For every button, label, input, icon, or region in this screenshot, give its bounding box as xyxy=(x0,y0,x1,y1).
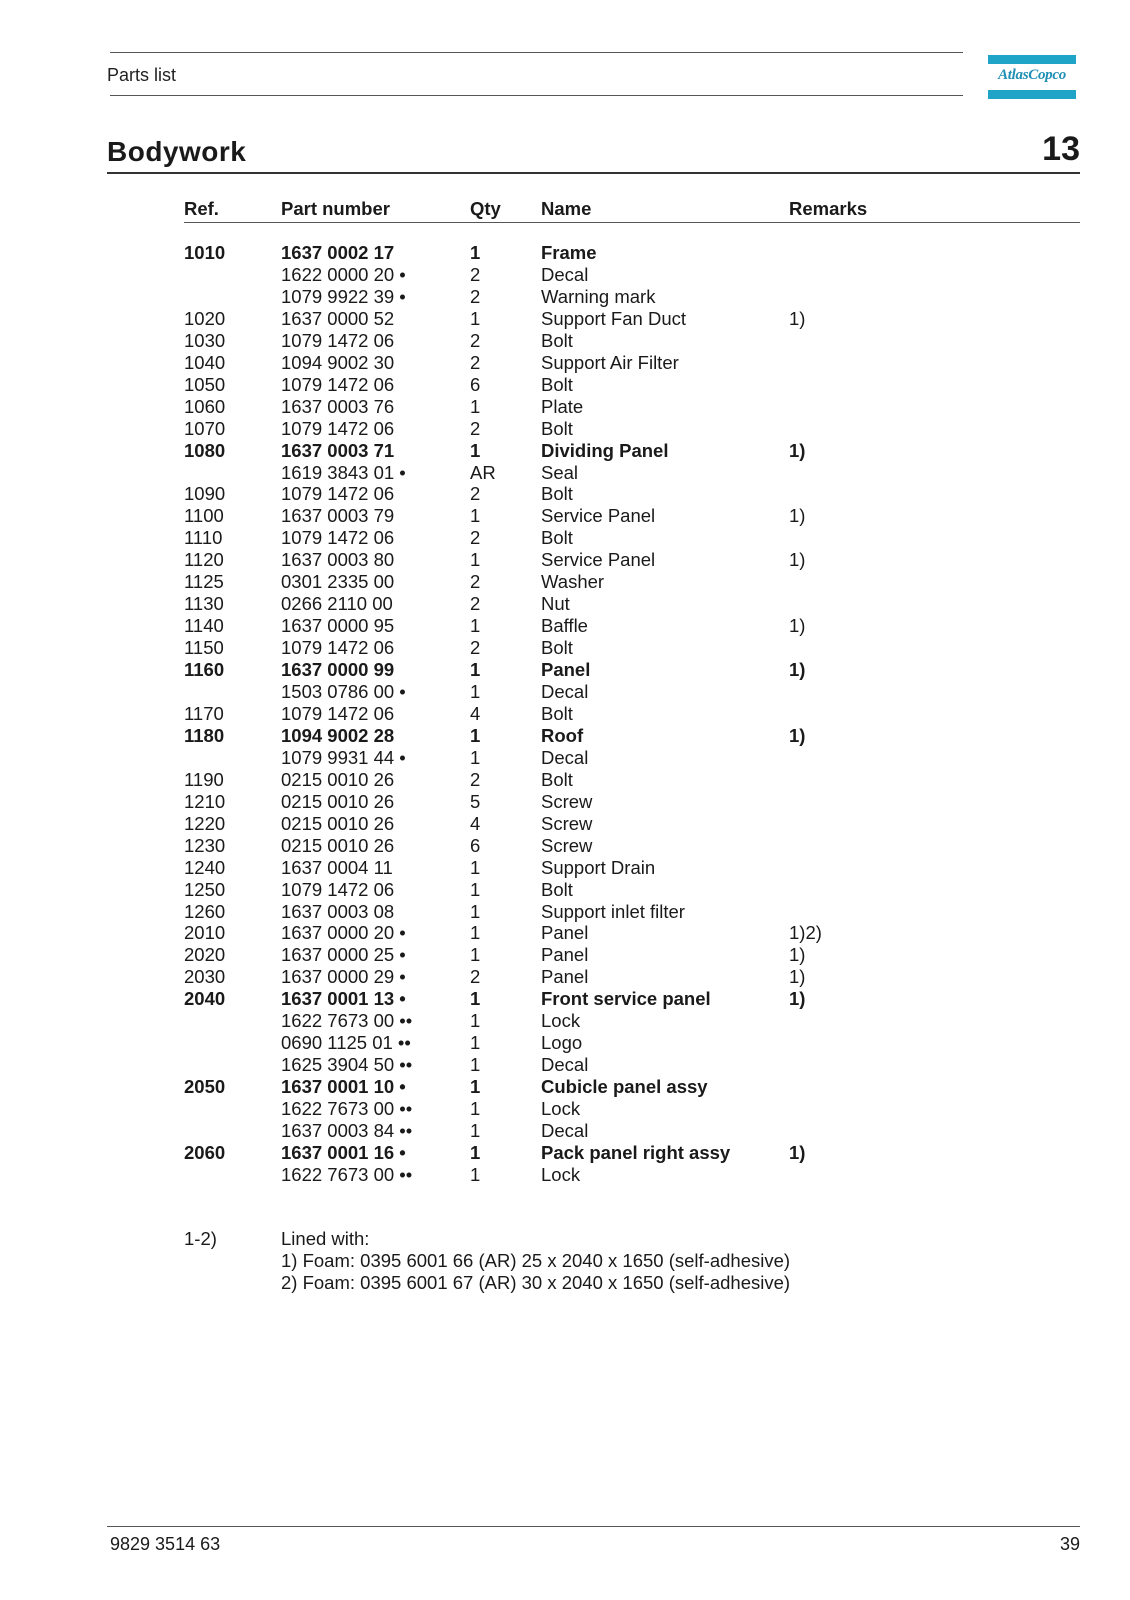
row-ref: 1070 xyxy=(184,417,226,439)
row-name: Screw xyxy=(541,790,593,812)
table-row xyxy=(0,1164,1130,1186)
row-qty: 1 xyxy=(470,746,481,768)
row-name: Bolt xyxy=(541,637,573,659)
row-part-number: 1503 0786 00 • xyxy=(281,681,406,702)
row-part-number: 1637 0001 13 • xyxy=(281,988,406,1010)
row-ref: 1250 xyxy=(184,878,226,900)
row-name: Support Fan Duct xyxy=(541,307,686,329)
table-row xyxy=(0,440,1130,462)
row-name: Bolt xyxy=(541,527,573,549)
row-name: Pack panel right assy xyxy=(541,1141,731,1163)
table-row xyxy=(0,527,1130,549)
row-qty: 2 xyxy=(470,417,481,439)
table-row xyxy=(0,966,1130,988)
row-part-number: 1094 9002 30 xyxy=(281,351,395,373)
table-row xyxy=(0,352,1130,374)
row-name: Bolt xyxy=(541,483,573,505)
row-name: Plate xyxy=(541,395,584,417)
row-part-number: 1637 0000 99 xyxy=(281,659,395,681)
row-ref: 1220 xyxy=(184,812,226,834)
table-row xyxy=(0,835,1130,857)
row-ref: 1040 xyxy=(184,351,226,373)
table-row xyxy=(0,286,1130,308)
row-name: Panel xyxy=(541,966,589,988)
row-name: Roof xyxy=(541,724,584,746)
row-remarks: 1) xyxy=(789,1141,806,1163)
row-part-number: 1625 3904 50 •• xyxy=(281,1054,413,1076)
row-part-number: 0215 0010 26 xyxy=(281,790,395,812)
row-ref: 2040 xyxy=(184,988,226,1010)
col-header-name: Name xyxy=(541,198,592,219)
header-rule-top xyxy=(110,52,963,53)
table-row xyxy=(0,1120,1130,1142)
row-part-number: 1079 1472 06 xyxy=(281,483,395,505)
row-part-number: 1637 0003 84 •• xyxy=(281,1120,413,1141)
row-name: Decal xyxy=(541,746,589,768)
table-row xyxy=(0,264,1130,286)
row-part-number: 1094 9002 28 xyxy=(281,724,395,746)
row-remarks: 1) xyxy=(789,307,806,329)
table-row xyxy=(0,1010,1130,1032)
row-ref: 1150 xyxy=(184,637,224,659)
table-row xyxy=(0,1054,1130,1076)
row-name: Front service panel xyxy=(541,988,711,1010)
row-ref: 1170 xyxy=(184,702,224,724)
row-qty: 4 xyxy=(470,812,481,834)
row-part-number: 1637 0003 71 xyxy=(281,439,395,461)
row-qty: 2 xyxy=(470,637,481,659)
row-name: Nut xyxy=(541,593,570,615)
footnote-lines xyxy=(281,1228,790,1294)
row-part-number: 1637 0003 79 xyxy=(281,505,395,527)
row-qty: 1 xyxy=(470,1098,481,1120)
row-ref: 1060 xyxy=(184,395,226,417)
row-qty: 5 xyxy=(470,790,481,812)
page-number: 39 xyxy=(1059,1534,1080,1554)
row-ref: 1130 xyxy=(184,593,224,615)
row-name: Lock xyxy=(541,1163,581,1185)
row-qty: 2 xyxy=(470,593,481,615)
footnote-ref: 1-2) xyxy=(184,1228,217,1249)
table-row xyxy=(0,747,1130,769)
row-ref: 1030 xyxy=(184,329,226,351)
footnote-line: Lined with: xyxy=(281,1228,370,1249)
row-qty: 6 xyxy=(470,834,481,856)
row-ref: 2050 xyxy=(184,1076,226,1098)
row-qty: AR xyxy=(470,461,496,483)
table-row xyxy=(0,769,1130,791)
table-row xyxy=(0,571,1130,593)
atlas-copco-logo xyxy=(988,55,1076,99)
table-row xyxy=(0,330,1130,352)
row-ref: 1120 xyxy=(184,549,224,571)
row-ref: 1050 xyxy=(184,373,226,395)
row-part-number: 1079 1472 06 xyxy=(281,878,395,900)
row-qty: 1 xyxy=(470,549,481,571)
row-qty: 1 xyxy=(470,856,481,878)
row-remarks: 1) xyxy=(789,615,806,637)
table-row xyxy=(0,374,1130,396)
row-ref: 1020 xyxy=(184,307,226,329)
row-qty: 1 xyxy=(470,307,481,329)
row-part-number: 1637 0003 76 xyxy=(281,395,395,417)
row-qty: 2 xyxy=(470,263,481,285)
row-name: Washer xyxy=(541,571,605,593)
row-part-number: 1637 0003 08 xyxy=(281,900,395,922)
row-part-number: 1637 0000 20 • xyxy=(281,922,406,944)
table-row xyxy=(0,901,1130,923)
row-part-number: 1637 0001 10 • xyxy=(281,1076,406,1098)
table-row xyxy=(0,505,1130,527)
row-part-number: 0690 1125 01 •• xyxy=(281,1032,411,1054)
row-name: Service Panel xyxy=(541,505,656,527)
row-ref: 1100 xyxy=(184,505,224,527)
row-ref: 1010 xyxy=(184,242,226,263)
row-ref: 1110 xyxy=(184,527,223,549)
row-name: Dividing Panel xyxy=(541,439,669,461)
row-qty: 4 xyxy=(470,702,481,724)
row-remarks: 1) xyxy=(789,966,806,988)
table-row xyxy=(0,1076,1130,1098)
row-qty: 1 xyxy=(470,1032,481,1054)
row-name: Support inlet filter xyxy=(541,900,685,922)
row-name: Decal xyxy=(541,1120,589,1141)
row-name: Bolt xyxy=(541,702,573,724)
row-ref: 2030 xyxy=(184,966,226,988)
row-ref: 1180 xyxy=(184,724,225,746)
row-ref: 1230 xyxy=(184,834,226,856)
row-qty: 1 xyxy=(470,681,481,702)
row-part-number: 0215 0010 26 xyxy=(281,812,395,834)
row-part-number: 1637 0003 80 xyxy=(281,549,395,571)
row-part-number: 1637 0002 17 xyxy=(281,242,395,263)
table-row xyxy=(0,681,1130,703)
col-header-ref: Ref. xyxy=(184,198,219,219)
row-name: Panel xyxy=(541,944,589,966)
row-ref: 2060 xyxy=(184,1141,226,1163)
table-row xyxy=(0,791,1130,813)
row-name: Lock xyxy=(541,1098,581,1120)
row-ref: 2020 xyxy=(184,944,226,966)
row-ref: 2010 xyxy=(184,922,226,944)
section-title: Bodywork xyxy=(107,136,247,167)
table-row xyxy=(0,462,1130,484)
row-qty: 1 xyxy=(470,724,481,746)
row-qty: 2 xyxy=(470,768,481,790)
header-rule-bottom xyxy=(110,95,963,96)
row-remarks: 1) xyxy=(789,659,806,681)
row-qty: 1 xyxy=(470,878,481,900)
col-header-part-number: Part number xyxy=(281,198,390,219)
row-name: Logo xyxy=(541,1032,583,1054)
row-part-number: 1079 9931 44 • xyxy=(281,746,406,768)
row-ref: 1125 xyxy=(184,571,224,593)
table-row xyxy=(0,813,1130,835)
row-ref: 1260 xyxy=(184,900,226,922)
row-qty: 1 xyxy=(470,1076,481,1098)
row-part-number: 1079 1472 06 xyxy=(281,329,395,351)
row-qty: 2 xyxy=(470,285,481,307)
row-remarks: 1) xyxy=(789,944,806,966)
row-name: Seal xyxy=(541,461,579,483)
row-qty: 2 xyxy=(470,571,481,593)
row-qty: 1 xyxy=(470,900,481,922)
row-name: Frame xyxy=(541,242,597,263)
row-part-number: 1622 0000 20 • xyxy=(281,263,406,285)
table-row xyxy=(0,242,1130,264)
col-header-remarks: Remarks xyxy=(789,198,868,219)
row-remarks: 1)2) xyxy=(789,922,822,944)
row-qty: 1 xyxy=(470,615,481,637)
table-header-rule xyxy=(184,222,1080,223)
row-qty: 1 xyxy=(470,1054,481,1076)
row-part-number: 1637 0000 25 • xyxy=(281,944,406,966)
logo-band-bottom xyxy=(988,90,1076,99)
table-row xyxy=(0,1032,1130,1054)
row-qty: 1 xyxy=(470,1163,481,1185)
row-name: Decal xyxy=(541,1054,589,1076)
row-name: Bolt xyxy=(541,768,573,790)
table-row xyxy=(0,396,1130,418)
row-name: Screw xyxy=(541,812,593,834)
row-remarks: 1) xyxy=(789,505,806,527)
row-name: Bolt xyxy=(541,329,573,351)
logo-text: AtlasCopco xyxy=(998,67,1066,83)
row-qty: 2 xyxy=(470,966,481,988)
header-label: Parts list xyxy=(107,65,177,85)
row-name: Bolt xyxy=(541,878,573,900)
row-remarks: 1) xyxy=(789,549,806,571)
table-row xyxy=(0,593,1130,615)
row-name: Baffle xyxy=(541,615,588,637)
row-name: Panel xyxy=(541,659,591,681)
table-row xyxy=(0,659,1130,681)
row-part-number: 1079 9922 39 • xyxy=(281,285,406,307)
row-part-number: 1622 7673 00 •• xyxy=(281,1010,413,1032)
row-part-number: 0301 2335 00 xyxy=(281,571,395,593)
row-name: Lock xyxy=(541,1010,581,1032)
row-ref: 1140 xyxy=(184,615,224,637)
row-qty: 2 xyxy=(470,351,481,373)
row-name: Support Drain xyxy=(541,856,656,878)
row-part-number: 1637 0000 29 • xyxy=(281,966,406,988)
table-row xyxy=(0,615,1130,637)
table-row xyxy=(0,637,1130,659)
table-row xyxy=(0,1142,1130,1164)
table-row xyxy=(0,944,1130,966)
row-part-number: 0215 0010 26 xyxy=(281,834,395,856)
row-part-number: 1079 1472 06 xyxy=(281,417,395,439)
row-qty: 6 xyxy=(470,373,481,395)
row-part-number: 1637 0000 52 xyxy=(281,307,395,329)
row-ref: 1080 xyxy=(184,439,226,461)
table-row xyxy=(0,922,1130,944)
row-name: Support Air Filter xyxy=(541,351,679,373)
row-part-number: 1637 0001 16 • xyxy=(281,1141,406,1163)
footnote-line: 2) Foam: 0395 6001 67 (AR) 30 x 2040 x 1650 (self-adhesive) xyxy=(281,1272,791,1293)
row-part-number: 1619 3843 01 • xyxy=(281,461,406,483)
row-part-number: 1622 7673 00 •• xyxy=(281,1163,413,1185)
row-ref: 1160 xyxy=(184,659,225,681)
row-part-number: 1637 0004 11 xyxy=(281,856,393,878)
row-ref: 1190 xyxy=(184,768,224,790)
row-name: Service Panel xyxy=(541,549,656,571)
row-part-number: 1079 1472 06 xyxy=(281,702,395,724)
table-row xyxy=(0,879,1130,901)
row-qty: 2 xyxy=(470,527,481,549)
row-name: Bolt xyxy=(541,373,573,395)
row-name: Warning mark xyxy=(541,285,656,307)
row-part-number: 1637 0000 95 xyxy=(281,615,395,637)
footer-rule xyxy=(107,1526,1080,1527)
row-name: Decal xyxy=(541,263,589,285)
row-ref: 1240 xyxy=(184,856,226,878)
row-part-number: 0215 0010 26 xyxy=(281,768,395,790)
row-name: Cubicle panel assy xyxy=(541,1076,708,1098)
row-qty: 2 xyxy=(470,483,481,505)
row-ref: 1210 xyxy=(184,790,226,812)
row-part-number: 1079 1472 06 xyxy=(281,373,395,395)
row-ref: 1090 xyxy=(184,483,226,505)
row-qty: 1 xyxy=(470,1141,481,1163)
row-remarks: 1) xyxy=(789,988,806,1010)
row-remarks: 1) xyxy=(789,439,806,461)
row-qty: 1 xyxy=(470,1120,481,1141)
table-row xyxy=(0,418,1130,440)
section-rule xyxy=(107,172,1080,174)
table-row xyxy=(0,549,1130,571)
row-qty: 1 xyxy=(470,395,481,417)
row-name: Panel xyxy=(541,922,589,944)
row-part-number: 0266 2110 00 xyxy=(281,593,393,615)
row-remarks: 1) xyxy=(789,724,806,746)
col-header-qty: Qty xyxy=(470,198,501,219)
section-number: 13 xyxy=(1042,130,1080,168)
row-qty: 1 xyxy=(470,988,481,1010)
row-name: Decal xyxy=(541,681,589,702)
logo-band-top xyxy=(988,55,1076,64)
row-name: Screw xyxy=(541,834,593,856)
row-qty: 1 xyxy=(470,922,481,944)
table-row xyxy=(0,725,1130,747)
row-part-number: 1079 1472 06 xyxy=(281,637,395,659)
row-qty: 1 xyxy=(470,242,481,263)
row-qty: 2 xyxy=(470,329,481,351)
document-number: 9829 3514 63 xyxy=(110,1534,221,1554)
row-part-number: 1622 7673 00 •• xyxy=(281,1098,413,1120)
row-qty: 1 xyxy=(470,505,481,527)
table-row xyxy=(0,483,1130,505)
table-row xyxy=(0,703,1130,725)
footnote-line: 1) Foam: 0395 6001 66 (AR) 25 x 2040 x 1650 (self-adhesive) xyxy=(281,1250,791,1271)
row-name: Bolt xyxy=(541,417,573,439)
table-row xyxy=(0,1098,1130,1120)
row-qty: 1 xyxy=(470,659,481,681)
table-row xyxy=(0,857,1130,879)
row-qty: 1 xyxy=(470,944,481,966)
row-qty: 1 xyxy=(470,1010,481,1032)
row-part-number: 1079 1472 06 xyxy=(281,527,395,549)
table-row xyxy=(0,308,1130,330)
table-row xyxy=(0,988,1130,1010)
row-qty: 1 xyxy=(470,439,481,461)
